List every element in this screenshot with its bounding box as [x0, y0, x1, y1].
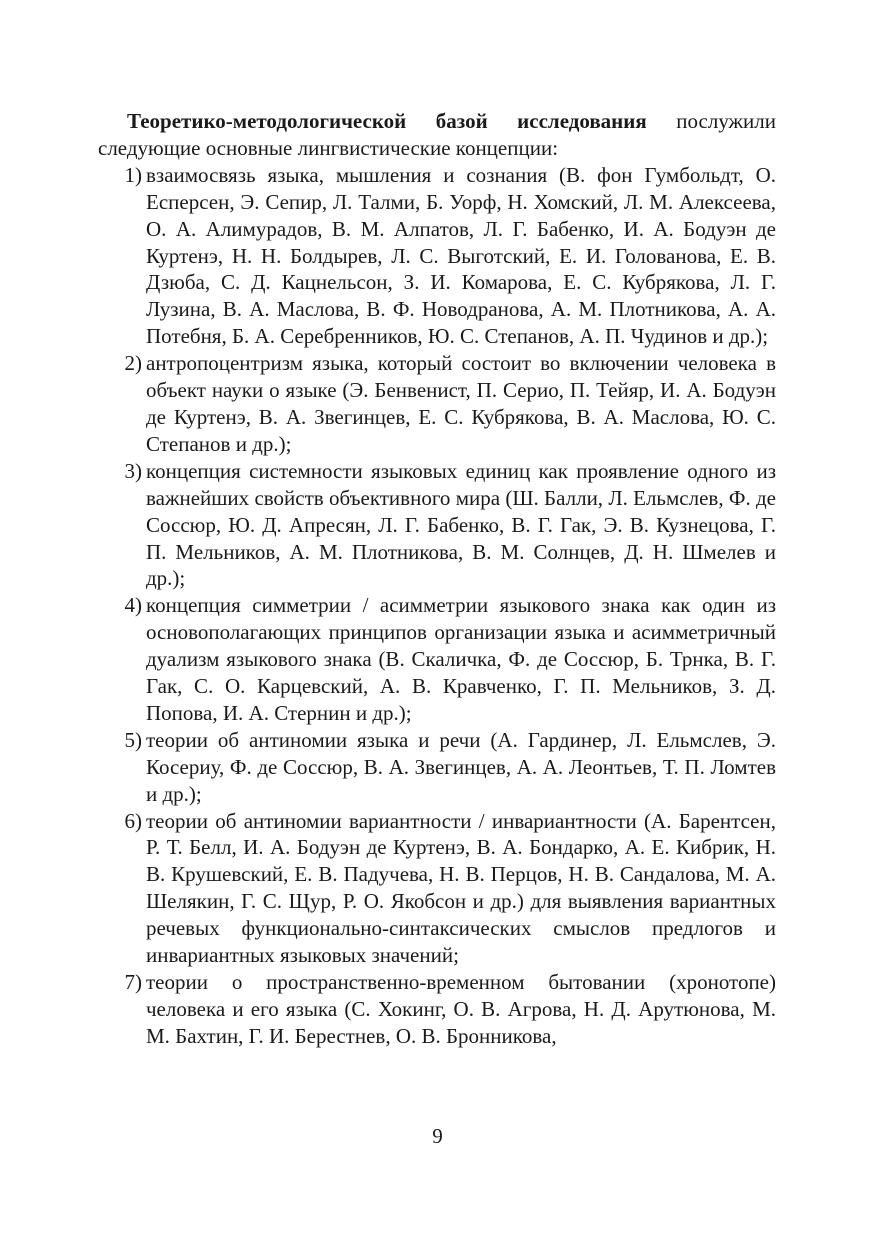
- list-item-text: концепция системности языковых единиц как проявление одного из важнейших свойств объективного мира (Ш. Балли, Л. Ельмслев, Ф. де Соссюр, Ю. Д. Апресян, Л. Г. Бабенко, В. Г. Гак, Э. В. Кузнецова, Г. П. Мельников, А. М. Плотникова, В. М. Солнцев, Д. Н. Шмелев и др.);: [146, 458, 776, 591]
- intro-rest: послужили следующие основные лингвистические концепции:: [98, 109, 777, 160]
- concepts-list: [98, 162, 776, 1050]
- list-item: [98, 458, 776, 593]
- page-number: 9: [432, 1124, 443, 1148]
- list-item-number: 1): [124, 162, 142, 187]
- list-item-number: 6): [124, 808, 142, 833]
- list-item-text: теории об антиномии вариантности / инвариантности (А. Барентсен, Р. Т. Белл, И. А. Бодуэн де Куртенэ, В. А. Бондарко, А. Е. Кибрик, Н. В. Крушевский, Е. В. Падучева, Н. В. Перцов, Н. В. Сандалова, М. А. Шелякин, Г. С. Щур, Р. О. Якобсон и др.) для выявления вариантных речевых функционально-синтаксических смыслов предлогов и инвариантных языковых значений;: [146, 808, 776, 968]
- list-item-number: 5): [124, 727, 142, 752]
- intro-bold-lead: Теоретико-методологической базой исследования: [127, 109, 647, 133]
- list-item-text: теории о пространственно-временном бытовании (хронотопе) человека и его языка (С. Хокинг, О. В. Агрова, Н. Д. Арутюнова, М. М. Бахтин, Г. И. Берестнев, О. В. Бронникова,: [146, 970, 776, 1048]
- list-item: [98, 162, 776, 350]
- list-item: [98, 592, 776, 727]
- list-item-number: 4): [124, 593, 142, 618]
- list-item: [98, 969, 776, 1050]
- list-item: [98, 808, 776, 969]
- list-item-number: 2): [124, 351, 142, 376]
- body-text: [98, 108, 776, 1050]
- list-item-text: антропоцентризм языка, который состоит во включении человека в объект науки о языке (Э. Бенвенист, П. Серио, П. Тейяр, И. А. Бодуэн де Куртенэ, В. А. Звегинцев, Е. С. Кубрякова, В. А. Маслова, Ю. С. Степанов и др.);: [146, 351, 776, 456]
- list-item-number: 3): [124, 458, 142, 483]
- list-item-text: концепция симметрии / асимметрии языкового знака как один из основополагающих принципов организации языка и асимметричный дуализм языкового знака (В. Скаличка, Ф. де Соссюр, Б. Трнка, В. Г. Гак, С. О. Карцевский, А. В. Кравченко, Г. П. Мельников, З. Д. Попова, И. А. Стернин и др.);: [146, 593, 776, 725]
- list-item: [98, 350, 776, 458]
- list-item-text: теории об антиномии языка и речи (А. Гардинер, Л. Ельмслев, Э. Косериу, Ф. де Соссюр, В. А. Звегинцев, А. А. Леонтьев, Т. П. Ломтев и др.);: [146, 727, 776, 806]
- list-item-number: 7): [124, 970, 142, 994]
- list-item-text: взаимосвязь языка, мышления и сознания (В. фон Гумбольдт, О. Есперсен, Э. Сепир, Л. Талми, Б. Уорф, Н. Хомский, Л. М. Алексеева, О. А. Алимурадов, В. М. Алпатов, Л. Г. Бабенко, И. А. Бодуэн де Куртенэ, Н. Н. Болдырев, Л. С. Выготский, Е. И. Голованова, Е. В. Дзюба, С. Д. Кацнельсон, З. И. Комарова, Е. С. Кубрякова, Л. Г. Лузина, В. А. Маслова, В. Ф. Новодранова, А. М. Плотникова, А. А. Потебня, Б. А. Серебренников, Ю. С. Степанов, А. П. Чудинов и др.);: [146, 162, 776, 349]
- intro-paragraph: [98, 108, 776, 162]
- list-item: [98, 727, 776, 808]
